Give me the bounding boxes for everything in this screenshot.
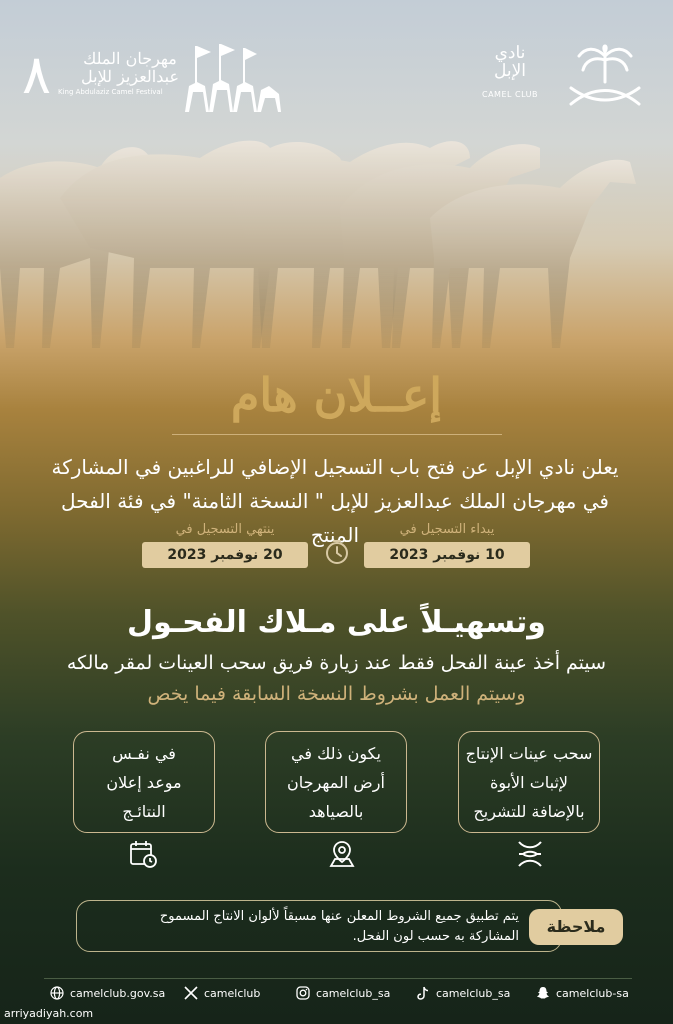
snapchat-text: camelclub-sa bbox=[556, 986, 629, 1000]
tiktok-link[interactable] bbox=[416, 986, 510, 1000]
instagram-icon bbox=[296, 986, 310, 1000]
calendar-clock-icon bbox=[128, 839, 158, 869]
start-date-label: يبداء التسجيل في bbox=[399, 522, 495, 537]
intro-line-1: يعلن نادي الإبل عن فتح باب التسجيل الإضافي للراغبين في المشاركة bbox=[51, 455, 619, 479]
club-name-en: CAMEL CLUB bbox=[481, 90, 538, 99]
intro-line-2: في مهرجان الملك عبدالعزيز للإبل " النسخة الثامنة" في فئة الفحل المنتج bbox=[61, 489, 609, 547]
footer-divider bbox=[44, 978, 632, 979]
tiktok-icon bbox=[416, 986, 430, 1000]
note-line-2: المشاركة به حسب لون الفحل. bbox=[352, 929, 519, 944]
box-line: يكون ذلك في bbox=[291, 743, 381, 763]
page-title: إعــلان هام bbox=[230, 368, 443, 422]
snapchat-link[interactable] bbox=[536, 986, 629, 1000]
location-pin-icon bbox=[327, 839, 357, 869]
box-line: أرض المهرجان bbox=[287, 772, 385, 792]
box-line: بالصياهد bbox=[308, 801, 364, 821]
camels-illustration bbox=[0, 118, 673, 368]
snapchat-icon bbox=[536, 986, 550, 1000]
dna-icon bbox=[515, 839, 545, 869]
footer bbox=[0, 986, 673, 1006]
camel-club-logo bbox=[477, 42, 647, 122]
tiktok-text: camelclub_sa bbox=[436, 986, 511, 1000]
globe-icon bbox=[50, 986, 64, 1000]
end-date-label: ينتهي التسجيل في bbox=[175, 522, 275, 537]
festival-logo bbox=[20, 42, 290, 122]
note-box bbox=[76, 900, 606, 952]
instagram-link[interactable] bbox=[296, 986, 390, 1000]
festival-name-en: King Abdulaziz Camel Festival bbox=[58, 88, 163, 96]
box-line: النتائـج bbox=[122, 801, 166, 821]
x-text: camelclub bbox=[204, 986, 261, 1000]
info-box-location bbox=[265, 731, 407, 833]
subtitle: وتسهيـلاً على مـلاك الفحـول bbox=[127, 605, 546, 640]
timer-icon bbox=[324, 539, 350, 565]
note-text bbox=[99, 907, 519, 947]
box-line: لإثبات الأبوة bbox=[489, 772, 569, 792]
club-name-ar: نادي الإبل bbox=[493, 43, 527, 81]
box-line: سحب عينات الإنتاج bbox=[465, 743, 593, 763]
festival-name-ar: مهرجان الملك عبدالعزيز للإبل bbox=[81, 49, 179, 86]
info-box-timing bbox=[73, 731, 215, 833]
box-line: بالإضافة للتشريح bbox=[473, 801, 585, 821]
start-date-value: 10 نوفمبر 2023 bbox=[364, 542, 530, 568]
website-text: camelclub.gov.sa bbox=[70, 986, 166, 1000]
note-line-1: يتم تطبيق جميع الشروط المعلن عنها مسبقاً لألوان الانتاج المسموح bbox=[159, 909, 519, 924]
instagram-text: camelclub_sa bbox=[316, 986, 391, 1000]
camel-riders-icon bbox=[175, 42, 285, 116]
festival-number: ٨ bbox=[22, 43, 52, 106]
end-date-value: 20 نوفمبر 2023 bbox=[142, 542, 308, 568]
info-box-samples bbox=[458, 731, 600, 833]
watermark: arriyadiyah.com bbox=[4, 1007, 94, 1020]
x-icon bbox=[184, 986, 198, 1000]
palm-swords-icon bbox=[563, 42, 647, 122]
box-line: في نفـس bbox=[112, 743, 176, 763]
header bbox=[0, 22, 673, 112]
box-line: موعد إعلان bbox=[106, 772, 182, 792]
title-divider bbox=[172, 434, 502, 435]
note-badge: ملاحظة bbox=[529, 909, 623, 945]
description-line-2: وسيتم العمل بشروط النسخة السابقة فيما يخص bbox=[147, 683, 526, 705]
registration-dates bbox=[0, 522, 673, 570]
description-line-1: سيتم أخذ عينة الفحل فقط عند زيارة فريق سحب العينات لمقر مالكه bbox=[66, 652, 607, 674]
website-link[interactable] bbox=[50, 986, 165, 1000]
x-link[interactable] bbox=[184, 986, 260, 1000]
